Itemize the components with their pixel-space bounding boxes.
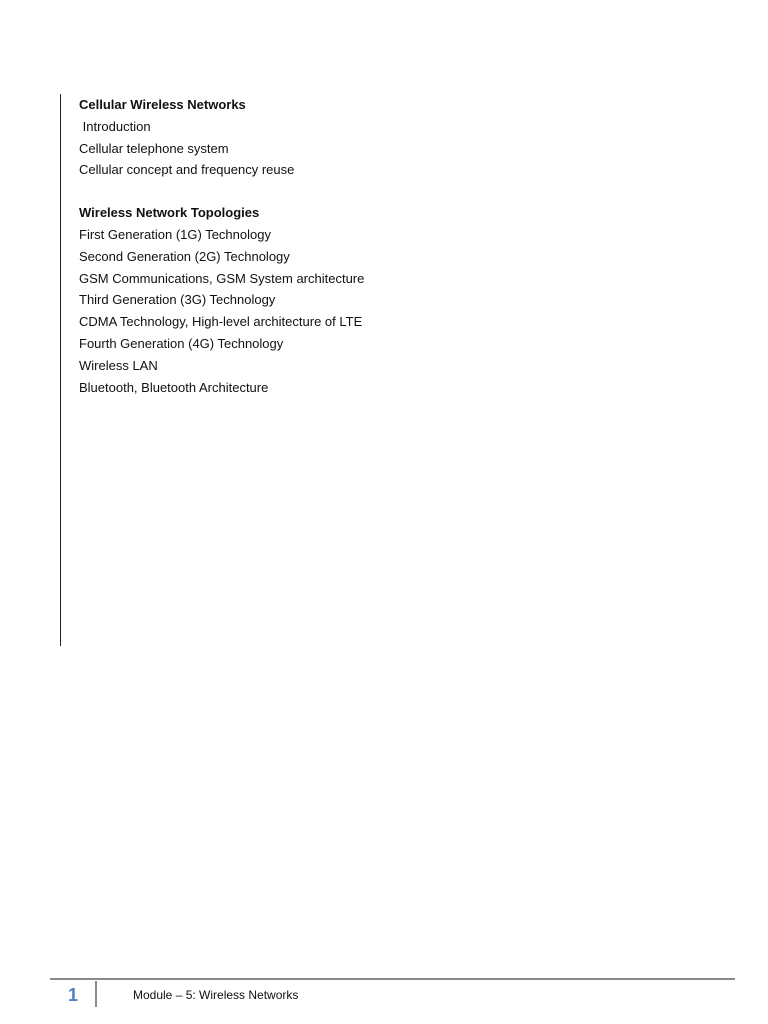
list-item: Third Generation (3G) Technology	[79, 292, 276, 308]
section-heading: Wireless Network Topologies	[79, 205, 260, 221]
page-number: 1	[68, 985, 79, 1005]
list-item: Fourth Generation (4G) Technology	[79, 335, 284, 351]
footer-title: Module – 5: Wireless Networks	[133, 988, 299, 1002]
list-item: Introduction	[79, 118, 151, 134]
list-item: Bluetooth, Bluetooth Architecture	[79, 379, 269, 395]
list-item: Cellular telephone system	[79, 140, 229, 156]
list-item: Second Generation (2G) Technology	[79, 248, 290, 264]
list-item: Wireless LAN	[79, 357, 158, 373]
list-item: Cellular concept and frequency reuse	[79, 162, 295, 178]
footer-divider	[95, 981, 97, 1007]
section-cellular-wireless-networks	[79, 94, 679, 181]
list-item: GSM Communications, GSM System architecture	[79, 270, 365, 286]
section-wireless-network-topologies	[79, 202, 679, 398]
list-item: CDMA Technology, High-level architecture of LTE	[79, 314, 363, 330]
content-area	[79, 94, 679, 398]
footer-rule	[50, 978, 735, 980]
section-heading: Cellular Wireless Networks	[79, 97, 246, 112]
change-bar	[60, 94, 61, 646]
list-item: First Generation (1G) Technology	[79, 226, 271, 242]
